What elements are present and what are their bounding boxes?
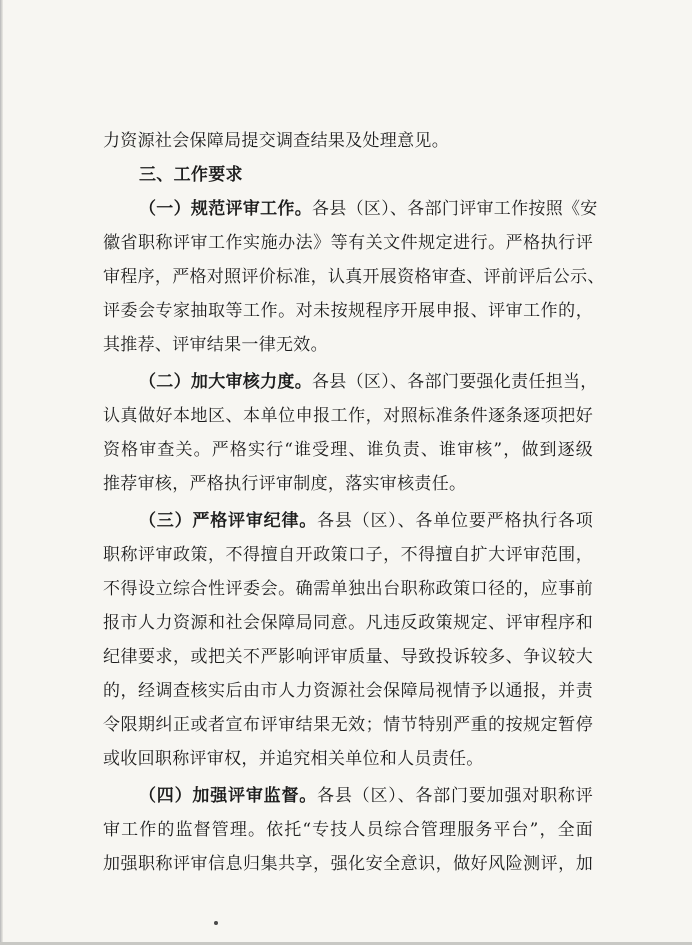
text-line: 力资源社会保障局提交调查结果及处理意见。 <box>103 131 449 151</box>
text-line: 其推荐、评审结果一律无效。 <box>103 335 328 355</box>
document-body <box>103 124 605 881</box>
text-line: 认真做好本地区、本单位申报工作，对照标准条件逐条逐项把好 <box>103 406 593 426</box>
text-line: 徽省职称评审工作实施办法》等有关文件规定进行。严格执行评 <box>103 233 593 253</box>
text-segment: 各县（区）、各部门评审工作按照《安 <box>312 199 598 219</box>
subsection-title: （三）严格评审纪律。 <box>139 511 318 531</box>
text-line: 或收回职称评审权，并追究相关单位和人员责任。 <box>103 749 484 769</box>
scan-speck <box>214 921 218 925</box>
paragraph-first-line <box>103 192 598 226</box>
section-heading: 三、工作要求 <box>139 165 243 185</box>
subsection-title: （二）加大审核力度。 <box>139 372 312 392</box>
text-segment: 各县（区）、各部门要强化责任担当， <box>312 372 598 392</box>
subsection-title: （四）加强评审监督。 <box>139 786 318 806</box>
scan-edge-left <box>0 0 3 945</box>
text-line: 审工作的监督管理。依托“专技人员综合管理服务平台”，全面 <box>103 820 593 840</box>
paragraph-first-line <box>103 365 598 399</box>
text-line: 纪律要求，或把关不严影响评审质量、导致投诉较多、争议较大 <box>103 647 593 667</box>
text-line: 审程序，严格对照评价标准，认真开展资格审查、评前评后公示、 <box>103 267 605 287</box>
text-line: 加强职称评审信息归集共享，强化安全意识，做好风险测评，加 <box>103 854 593 874</box>
paragraph-first-line <box>103 504 593 538</box>
text-line: 令限期纠正或者宣布评审结果无效；情节特别严重的按规定暂停 <box>103 715 593 735</box>
text-line: 不得设立综合性评委会。确需单独出台职称政策口径的，应事前 <box>103 579 593 599</box>
text-line: 评委会专家抽取等工作。对未按规程序开展申报、评审工作的， <box>103 301 593 321</box>
text-line: 推荐审核，严格执行评审制度，落实审核责任。 <box>103 474 467 494</box>
text-line: 资格审查关。严格实行“谁受理、谁负责、谁审核”，做到逐级 <box>103 440 593 460</box>
text-line: 报市人力资源和社会保障局同意。凡违反政策规定、评审程序和 <box>103 613 593 633</box>
subsection-title: （一）规范评审工作。 <box>139 199 312 219</box>
text-segment: 各县（区）、各单位要严格执行各项 <box>317 511 593 531</box>
text-segment: 各县（区）、各部门要加强对职称评 <box>317 786 593 806</box>
text-line: 职称评审政策，不得擅自开政策口子，不得擅自扩大评审范围， <box>103 545 593 565</box>
paragraph-first-line <box>103 779 593 813</box>
text-line: 的，经调查核实后由市人力资源社会保障局视情予以通报，并责 <box>103 681 593 701</box>
